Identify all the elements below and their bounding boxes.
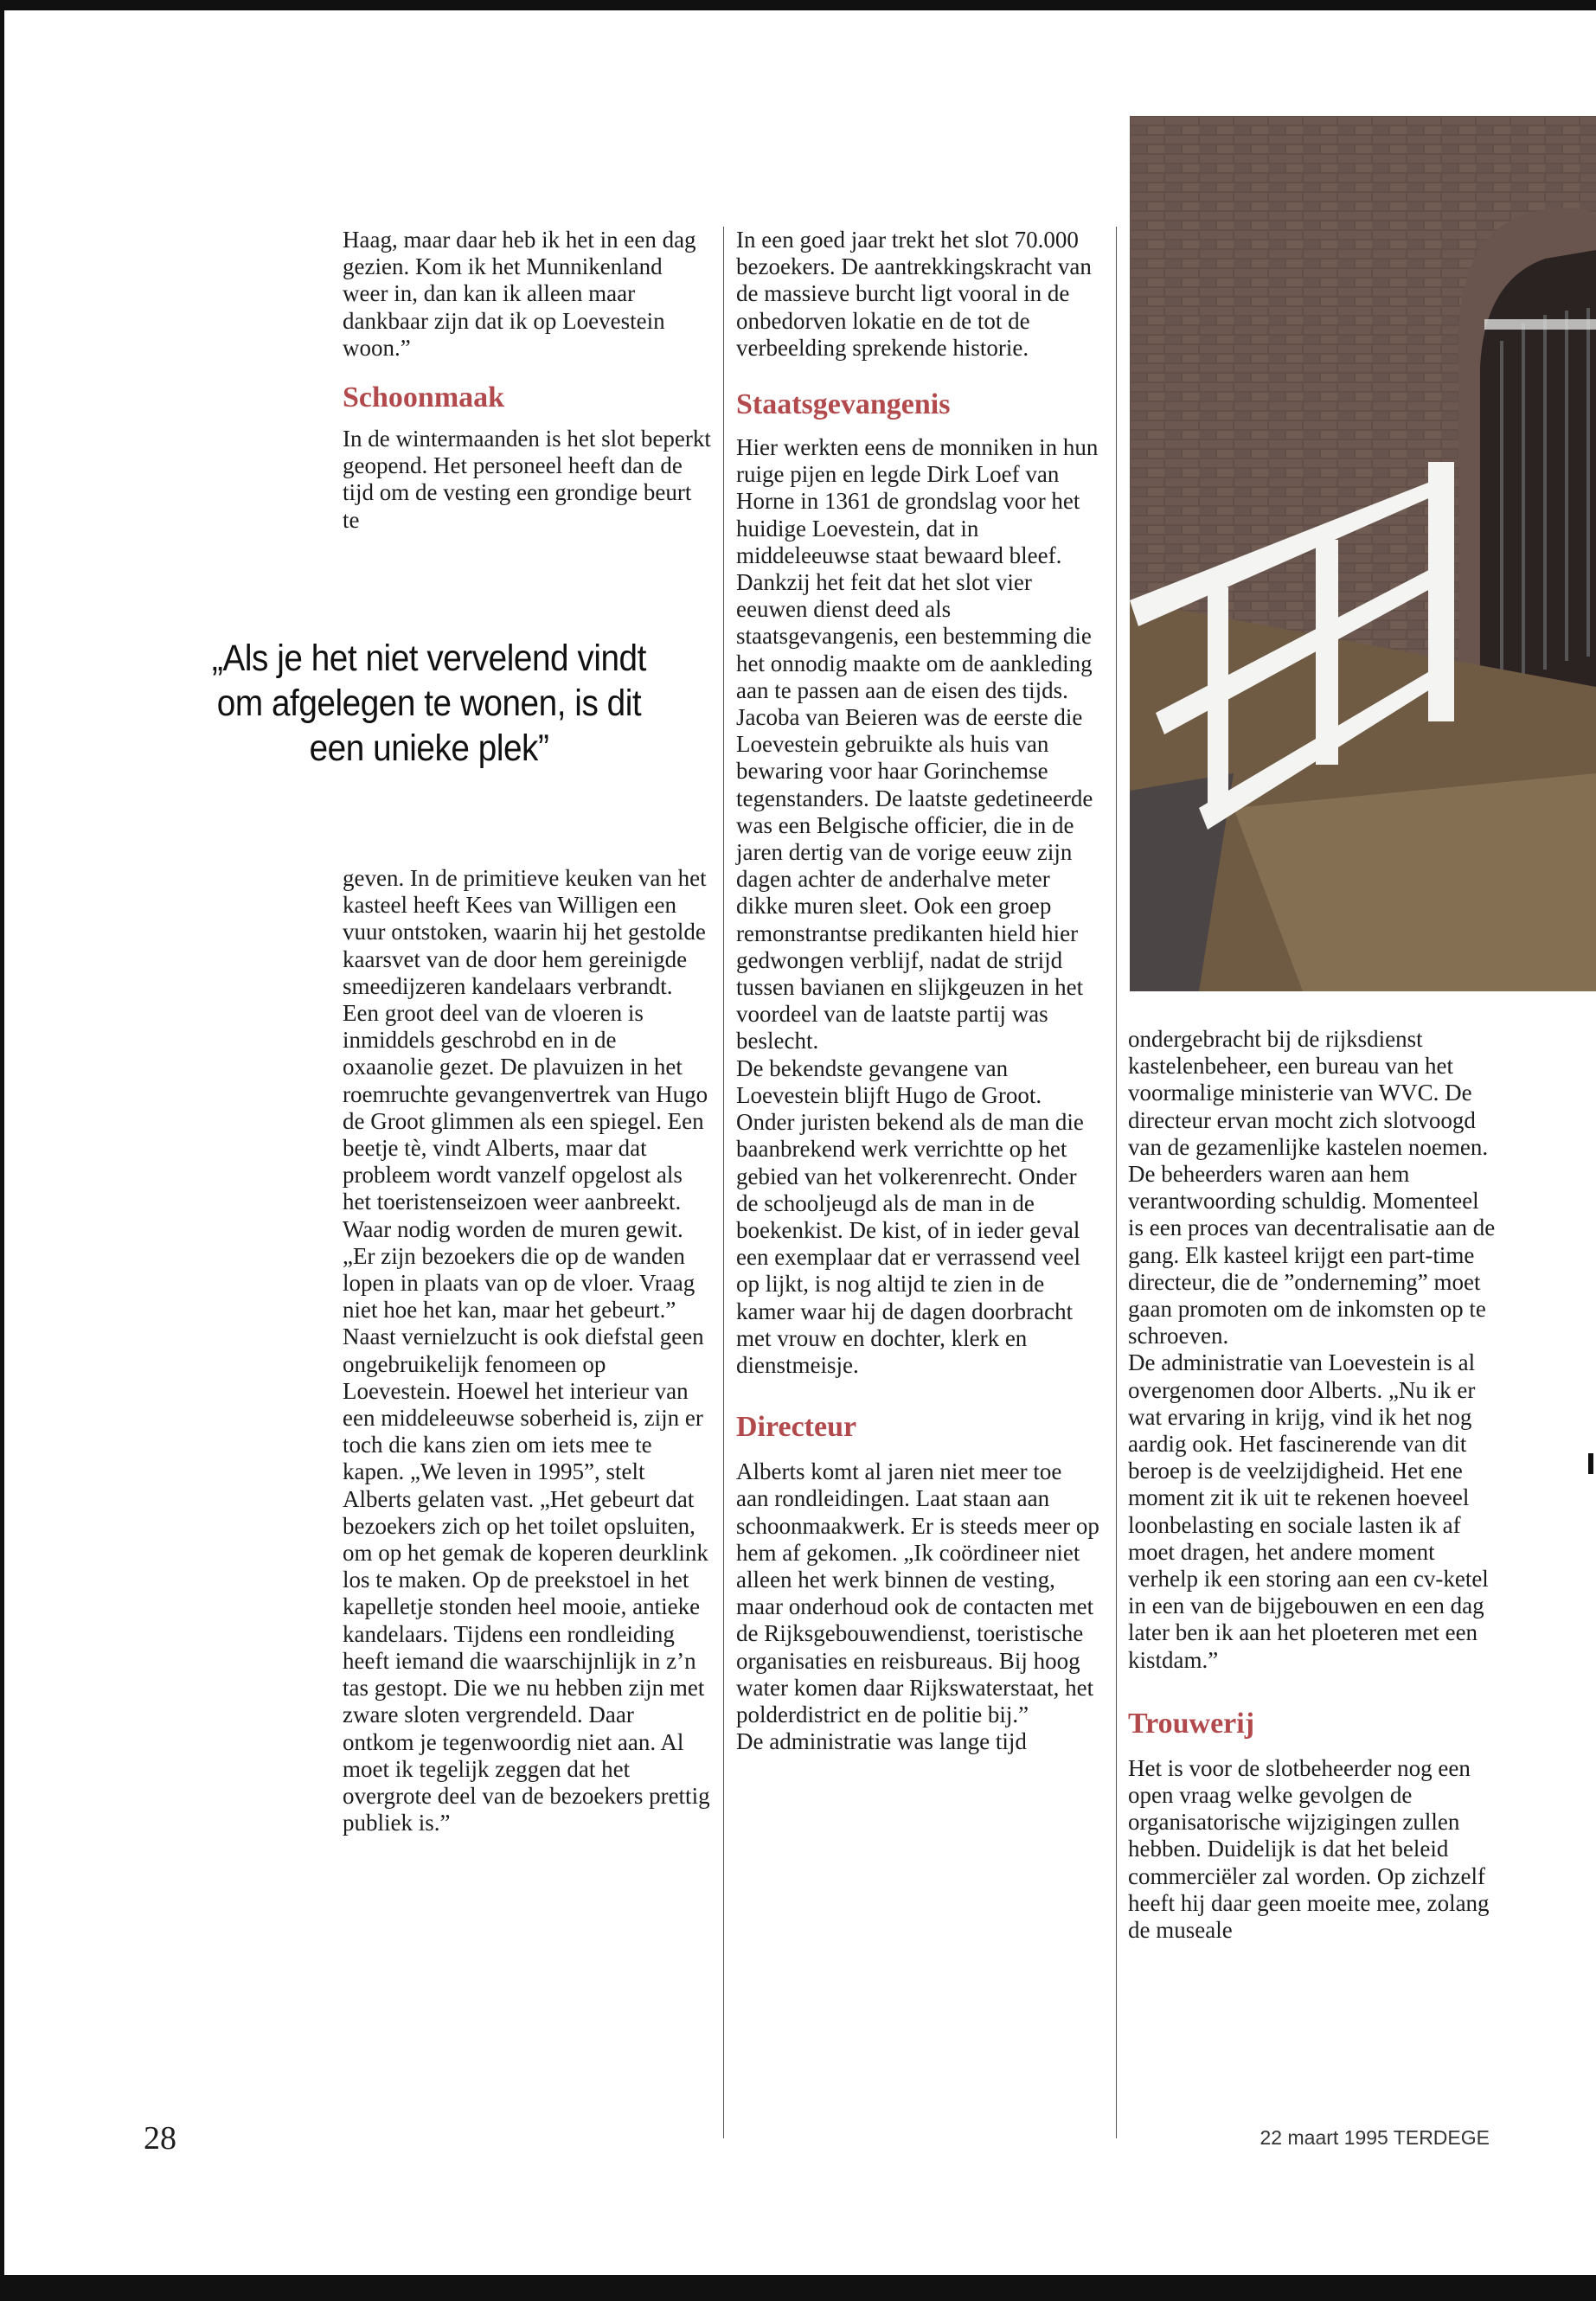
paragraph: De bekendste gevangene van Loevestein blijft Hugo de Groot. Onder juristen bekend als de man die baanbrekend werk verrichtte op het gebied van het volkerenrecht. Onder de schooljeugd als de man in de boekenkist. De kist, of in ieder geval een exemplaar dat er verrassend veel op lijkt, is nog altijd te zien in de kamer waar hij de dagen doorbracht met vrouw en dochter, klerk en dienstmeisje. (736, 1054, 1084, 1378)
pull-quote: „Als je het niet vervelend vindt om afgelegen te wonen, is dit een unieke plek” (212, 638, 646, 769)
paragraph: Een groot deel van de vloeren is inmiddels geschrobd en in de oxaanolie gezet. De plavuizen in het roemruchte gevangenvertrek van Hugo de Groot glimmen als een spiegel. Een beetje tè, vindt Alberts, maar dat probleem wordt vanzelf opgelost als het toeristenseizoen weer aanbreekt. Waar nodig worden de muren gewit. „Er zijn bezoekers die op de wanden lopen in plaats van op de vloer. Vraag niet hoe het kan, maar het gebeurt.” (343, 1000, 708, 1324)
column-rule (723, 227, 724, 2138)
section-heading-schoonmaak: Schoonmaak (343, 381, 505, 414)
paragraph: Haag, maar daar heb ik het in een dag gezien. Kom ik het Munnikenland weer in, dan kan ik alleen maar dankbaar zijn dat ik op Loevestein woon.” (343, 227, 696, 361)
section-heading-staatsgevangenis: Staatsgevangenis (736, 388, 951, 421)
footer-issue-label: 22 maart 1995 TERDEGE (1259, 2126, 1490, 2149)
castle-gate-photo-icon (1130, 116, 1596, 991)
column-2 (736, 227, 1099, 1755)
scan-border-bottom (0, 2275, 1596, 2301)
scan-border-top (0, 0, 1596, 10)
paragraph: geven. In de primitieve keuken van het kasteel heeft Kees van Willigen een vuur ontstoken, waarin hij het gestolde kaarsvet van de door hem gereinigde smeedijzeren kandelaars verbrandt. (343, 865, 707, 999)
paragraph: Het is voor de slotbeheerder nog een open vraag welke gevolgen de organisatorische wijzigingen zullen hebben. Duidelijk is dat het beleid commerciëler zal worden. Op zichzelf heeft hij daar geen moeite mee, zolang de museale (1128, 1754, 1490, 1944)
paragraph: Jacoba van Beieren was de eerste die Loevestein gebruikte als huis van bewaring voor haar Gorinchemse tegenstanders. De laatste gedetineerde was een Belgische officier, die in de jaren dertig van de vorige eeuw zijn dagen achter de anderhalve meter dikke muren sleet. Ook een groep remonstrantse predikanten hield hier gedwongen verblijf, nadat de strijd tussen bavianen en slijkgeuzen in het voordeel van de laatste partij was beslecht. (736, 704, 1093, 1054)
column-3 (1128, 1026, 1500, 1944)
column-rule (1116, 227, 1117, 2138)
column-1-top (343, 227, 711, 534)
column-1-bottom (343, 865, 711, 1836)
paragraph: In een goed jaar trekt het slot 70.000 bezoekers. De aantrekkingskracht van de massieve burcht ligt vooral in de onbedorven lokatie en de tot de verbeelding sprekende historie. (736, 227, 1092, 361)
paragraph: Naast vernielzucht is ook diefstal geen ongebruikelijk fenomeen op Loevestein. Hoewel het interieur van een middeleeuwse soberheid is, zijn er toch die kans zien om iets mee te kapen. „We leven in 1995”, stelt Alberts gelaten vast. „Het gebeurt dat bezoekers zich op het toilet opsluiten, om op het gemak de koperen deurklink los te maken. Op de preekstoel in het kapelletje stonden heel mooie, antieke kandelaars. Tijdens een rondleiding heeft iemand die waarschijnlijk in z’n tas gestopt. Die we nu hebben zijn met zware sloten vergrendeld. Daar ontkom je tegenwoordig niet aan. Al moet ik tegelijk zeggen dat het overgrote deel van de bezoekers prettig publiek is.” (343, 1324, 710, 1836)
paragraph: De administratie was lange tijd (736, 1728, 1027, 1755)
castle-gate-photo (1130, 116, 1596, 991)
page-number: 28 (144, 2120, 176, 2157)
section-heading-trouwerij: Trouwerij (1128, 1707, 1255, 1740)
section-heading-directeur: Directeur (736, 1411, 857, 1444)
paragraph: Alberts komt al jaren niet meer toe aan rondleidingen. Laat staan aan schoonmaakwerk. Er is steeds meer op hem af gekomen. „Ik coördineer niet alleen het werk binnen de vesting, maar onderhoud ook de contacten met de Rijksgebouwendienst, toeristische organisaties en reisbureaus. Bij hoog water komen daar Rijkswaterstaat, het polderdistrict en de politie bij.” (736, 1458, 1099, 1727)
paragraph: ondergebracht bij de rijksdienst kastelenbeheer, een bureau van het voormalige ministerie van WVC. De directeur ervan mocht zich slotvoogd van de gezamenlijke kastelen noemen. De beheerders waren aan hem verantwoording schuldig. Momenteel is een proces van decentralisatie aan de gang. Elk kasteel krijgt een part-time directeur, die de ”onderneming” moet gaan promoten om de inkomsten op te schroeven. (1128, 1026, 1496, 1349)
scan-border-left (0, 0, 4, 2301)
paragraph: De administratie van Loevestein is al overgenomen door Alberts. „Nu ik er wat ervaring in krijg, vind ik het nog aardig ook. Het fascinerende van dit beroep is de veelzijdigheid. Het ene moment zit ik uit te rekenen hoeveel loonbelasting en sociale lasten ik af moet dragen, het andere moment verhelp ik een storing aan een cv-ketel in een van de bijgebouwen en een dag later ben ik aan het ploeteren met een kistdam.” (1128, 1349, 1489, 1673)
paragraph: Hier werkten eens de monniken in hun ruige pijen en legde Dirk Loef van Horne in 1361 de grondslag voor het huidige Loevestein, dat in middeleeuwse staat bewaard bleef. Dankzij het feit dat het slot vier eeuwen dienst deed als staatsgevangenis, een bestemming die het onnodig maakte om de aankleding aan te passen aan de eisen des tijds. (736, 434, 1099, 703)
paragraph: In de wintermaanden is het slot beperkt geopend. Het personeel heeft dan de tijd om de vesting een grondige beurt te (343, 426, 711, 533)
scan-edge-mark (1588, 1453, 1593, 1474)
